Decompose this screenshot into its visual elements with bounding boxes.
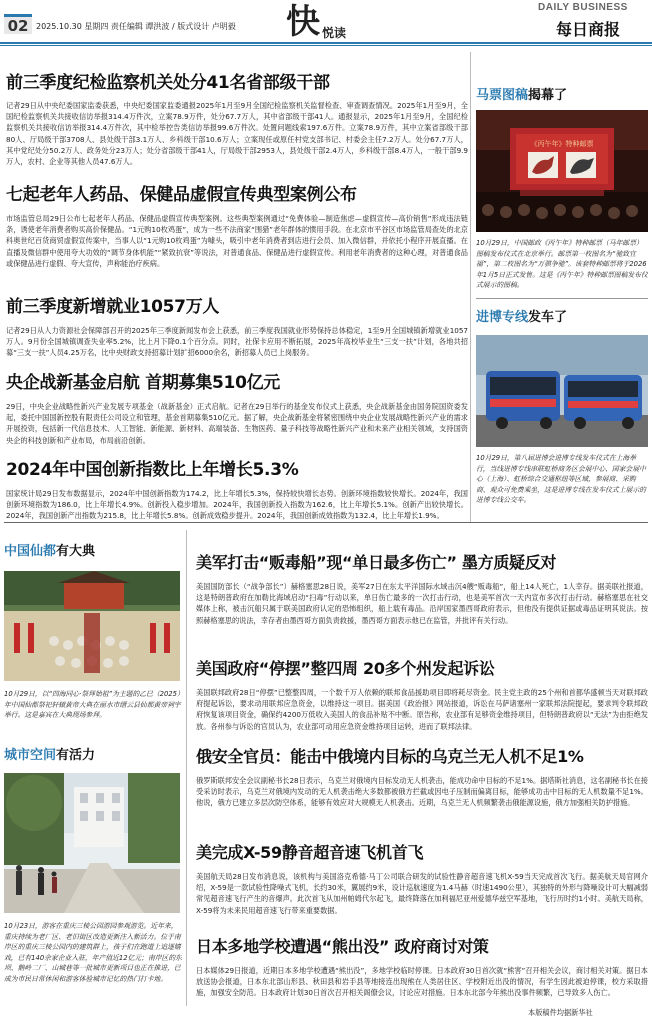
title-rest: 揭幕了: [528, 88, 568, 103]
article-title: 前三季度新增就业1057万人: [6, 297, 220, 317]
article-body: 市场监管总局29日公布七起老年人药品、保健品虚假宣传典型案例。这些典型案例通过“免费体验—制造焦虑—虚假宣传—高价销售”形成违法链条，诱使老年消费者购买高价保健品。“1元购10枚鸡蛋”，成为一些不法商家“围猎”老年群体的惯用手段。在北京市平谷区市场监管局查处的北京科奥世纪百货商贸虚假宣传案中，当事人以“1元购10枚鸡蛋”为噱头，吸引中老年消费者到店进行会员、加入微信群，并依托小程序开展直播。在直播及微信群中使用夸大功效的“调节身体机能”“紧致抗衰”等说法，对普通食品、保健品进行虚假宣传。利用老年消费者的这种心理，对普通食品或保健品进行虚假、夸大宣传，声称能治疗疾病。: [6, 214, 468, 268]
article-title: 前三季度纪检监察机关处分41名省部级干部: [6, 73, 330, 93]
article-japan-bears: [196, 934, 648, 1010]
article-employment: [6, 292, 468, 361]
article-body: 记者29日从人力资源社会保障部召开的2025年三季度新闻发布会上获悉，前三季度我国就业形势保持总体稳定，1至9月全国城镇新增就业1057万人。9月份全国城镇调查失业率5.2%，比上月下降0.1个百分点。同时，社保卡应用不断拓展，2025年高校毕业生“三支一扶”计划，各地共招募“三支一扶”人员4.25万名，比中央财政支持招募计划扩招6000余名，新招募人员已上岗服务。: [6, 326, 468, 358]
paper-name-en: DAILY BUSINESS: [538, 2, 628, 13]
article-body: 日本媒体29日报道，近期日本多地学校遭遇“熊出没”，多地学校临时停课。日本政府30日首次就“熊害”召开相关会议，商讨相关对策。据日本放送协会报道，日本东北部山形县、秋田县和岩手县等地接连出现熊在人类居住区、学校附近出没的情况，有学生因此被迫停课，校方采取措施，加强安全防范。日本政府计划30日首次召开相关阁僚会议，讨论应对措施。日本东北部今年熊出没事件频繁，已导致多人伤亡。: [196, 966, 648, 998]
photo-story-xiandu: [4, 540, 182, 731]
article-body: 29日，中央企业战略性新兴产业发展专项基金（战新基金）正式启航。记者在29日举行的基金发布仪式上获悉，央企战新基金由国务院国资委发起，委托中国国新控股有限责任公司设立和管理，基金首期募集510亿元。据了解，央企战新基金将紧密围绕中央企业发展战略性新兴产业的需求开展投资，包括新一代信息技术、人工智能、新能源、新材料、高端装备、生物医药、量子科技等战略性新兴产业和未来产业相关领域，支持国资央企的科技创新和产业布局，布局前沿创新。: [6, 402, 468, 445]
photo-expo-bus: [476, 335, 648, 447]
page-header: [0, 0, 652, 44]
article-discipline: [6, 68, 468, 192]
title-highlight: 进博专线: [476, 310, 529, 325]
article-title: 2024年中国创新指数比上年增长5.3%: [6, 460, 299, 480]
section-title-small: 悦读: [322, 26, 347, 40]
sidebar-divider: [476, 298, 648, 299]
column-divider: [470, 52, 471, 522]
paper-name-cn: 每日商报: [556, 20, 621, 39]
article-body: 美国联邦政府28日“停摆”已整整四周，一个数千万人依赖的联邦食品援助项目即将耗尽资金。民主党主政的25个州和首都华盛顿当天对联邦政府提起诉讼，要求动用联邦应急资金，以维持这一项目。据美国《政治报》网站报道，诉讼在马萨诸塞州一家联邦法院提起，要求判令联邦政府恢复该项目资金，确保约4200万低收入美国人的食品补贴不中断。原告称，农业部有足够资金维持项目，但特朗普政府以“无法”为由拒绝发放。各州参与诉讼的官员认为，农业部可动用应急资金维持项目运转，进而了联邦法律。: [196, 688, 648, 731]
title-highlight: 城市空间: [4, 748, 57, 763]
article-body: 俄罗斯联邦安全会议副秘书长28日表示，乌克兰对俄境内目标发动无人机袭击，能成功命中目标的不足1%。据塔斯社消息，这名副秘书长在接受采访时表示，乌克兰对俄境内发动的无人机袭击绝大多数都被俄方拦截或因电子压制而偏离目标，能够成功击中目标的无人机数量不足1%。他说，俄方已建立多层次防空体系，能够有效应对大规模无人机袭击。近期，乌克兰无人机频繁袭击俄能源设施，俄方加强相关防护措施。: [196, 776, 648, 808]
photo-caption: 10月29日，以“四海同心·祭拜始祖”为主题的乙巳（2025）年中国仙都祭祀轩辕黄帝大典在丽水市缙云县仙都黄帝祠宇举行。这是嘉宾在大典现场参拜。: [4, 690, 181, 720]
photo-story-horse-stamp: [476, 84, 648, 300]
photo-caption: 10月29日，第八届进博会进博专线发车仪式在上海举行，当线进博专线串联虹桥商务区会展中心、国家会展中心（上海）、虹桥综合交通枢纽等区域，参展商、采购商、观众可免费乘坐，这是进博专线在发车仪式上展示的进博专线公交车。: [476, 454, 646, 505]
article-title: 俄安全官员：能击中俄境内目标的乌克兰无人机不足1%: [196, 747, 584, 766]
article-innovation-index: [6, 455, 468, 535]
article-body: 美国航天局28日发布消息说，该机构与美国洛克希德·马丁公司联合研发的试验性静音超音速飞机X-59当天完成首次飞行。据美航天局官网介绍，X-59是一款试验性降噪式飞机，长约30米，翼展约9米，设计巡航速度为1.4马赫（时速1490公里），其独特的外形与降噪设计可大幅减弱常见超音速飞行产生的音爆声。此次首飞从加州帕姆代尔起飞，最终降落在加利福尼亚州爱德华兹空军基地，飞行历时约1小时。美航天局称，X-59将为未来民用超音速飞行带来重要数据。: [196, 872, 648, 915]
article-title: 七起老年人药品、保健品虚假宣传典型案例公布: [6, 185, 357, 205]
article-fund: [6, 368, 468, 460]
urban-park-image: [4, 773, 180, 913]
article-health-products: [6, 180, 468, 282]
title-rest: 有大典: [56, 544, 96, 559]
svg-text:《丙午年》特种邮票: 《丙午年》特种邮票: [530, 140, 594, 148]
photo-caption: 10月23日，游客在重庆三棱公园游园参观游览。近年来，重庆持续为老厂区、老旧街区改造更新注入新活力。位于南岸区的重庆三棱公园内的建筑群上，孩子们在跑道上追逐嬉戏，已有140余家企业入驻，年产值近12亿元；南岸区的东坝、鹅岭二厂、山城巷等一批城市更新项目也正在推进，已成为市民日常休闲和游客体验城市记忆的热门打卡地。: [4, 922, 182, 983]
photo-story-title: [476, 84, 648, 103]
page-number: 02: [4, 14, 32, 34]
section-title-big: 快: [286, 2, 320, 42]
photo-story-title: [476, 306, 648, 325]
expo-bus-image: [476, 335, 648, 447]
article-title: 美完成X-59静音超音速飞机首飞: [196, 843, 424, 862]
stamp-ceremony-image: [476, 110, 648, 232]
article-shutdown: [196, 656, 648, 743]
article-body: 记者29日从中央纪委国家监委获悉，中央纪委国家监委通报2025年1月至9月全国纪检监察机关监督检查、审查调查情况。2025年1月至9月，全国纪检监察机关共接收信访举报314.4万件次，立案78.9万件，处分67.7万人，其中省部级干部41人。通报显示，2025年1月至9月，全国纪检监察机关共接收信访举报314.4万件次，其中检举控告类信访举报99.6万件次。处置问题线索197.6万件。立案78.9万件，其中立案省部级干部80人、厅局级干部3708人、县处级干部3.1万人、乡科级干部10.6万人；立案现任或原任村党支部书记、村委会主任7.2万人。处分67.7万人，其中党纪处分50.2万人、政务处分23万人；处分省部级干部41人，厅局级干部2953人，县处级干部2.4万人，乡科级干部8.4万人，一般干部9.9万人，农村、企业等其他人员47.6万人。: [6, 101, 468, 167]
title-highlight: 中国仙都: [4, 544, 57, 559]
article-body: 国家统计局29日发布数据显示，2024年中国创新指数为174.2，比上年增长5.3%，保持较快增长态势。创新环境指数较快增长。2024年，我国创新环境指数为186.0，比上年增长4.9%。创新投入稳步增加。2024年，我国创新投入指数为162.6，比上年增长5.1%。创新产出较快增长。2024年，我国创新产出指数为215.8，比上年增长5.8%。创新成效稳步提升。2024年，我国创新成效指数为132.4，比上年增长1.9%。: [6, 489, 468, 521]
header-rule: [0, 42, 652, 44]
photo-story-urban-space: [4, 744, 182, 1017]
header-rule-thin: [0, 45, 652, 46]
article-drones: [196, 744, 648, 832]
photo-story-title: [4, 744, 182, 763]
article-x59: [196, 840, 648, 916]
photo-story-title: [4, 540, 182, 559]
section-divider: [4, 522, 648, 523]
article-title: 美国政府“停摆”整四周 20多个州发起诉讼: [196, 659, 495, 678]
photo-story-expo-bus: [476, 306, 648, 517]
article-title: 日本多地学校遭遇“熊出没” 政府商讨对策: [196, 937, 489, 956]
article-title: 央企战新基金启航 首期募集510亿元: [6, 373, 281, 393]
photo-stamp-ceremony: [476, 110, 648, 232]
photo-caption: 10月29日，中国邮政《丙午年》特种邮票（马年邮票）图稿发布仪式在北京举行。邮票第一枚图名为“驰致宜福”，第二枚图名为“万骐争驰”。该套特种邮票将于2026年1月5日正式发售。这是《丙午年》特种邮票图稿发布仪式展示的图稿。: [476, 239, 648, 290]
photo-xiandu-ceremony: [4, 571, 180, 681]
footer-credit: 本版稿件均据新华社: [528, 1008, 593, 1017]
article-us-strike: [196, 550, 648, 639]
photo-urban-park: [4, 773, 180, 913]
article-body: 美国国防部长（“战争部长”）赫格塞思28日说，美军27日在东太平洋国际水域击沉4艘“贩毒船”，船上14人死亡，1人幸存。据美联社报道，这是特朗普政府在加勒比海域启动“扫毒”行动以来，单日伤亡最多的一次打击行动，也是美军首次一天内宣布多次打击行动。赫格塞思在社交媒体上称，被击沉船只属于联美国政府认定的恐怖组织，船上载有毒品。沿岸国家墨西哥政府表示，但他没有提供证据或毒品证明其说法。按照赫格塞思的说法，幸存者由墨西哥方面负责救援，墨西哥方面表示他已在监管，并批评有关行动。: [196, 582, 648, 625]
title-highlight: 马票图稿: [476, 88, 529, 103]
title-rest: 有活力: [56, 748, 96, 763]
title-rest: 发车了: [528, 310, 568, 325]
xiandu-ceremony-image: [4, 571, 180, 681]
article-title: 美军打击“贩毒船”现“单日最多伤亡” 墨方质疑反对: [196, 553, 557, 572]
dateline: 2025.10.30 星期四 责任编辑 谭洪波 / 版式设计 卢明毅: [36, 22, 236, 31]
column-divider: [186, 530, 187, 1006]
